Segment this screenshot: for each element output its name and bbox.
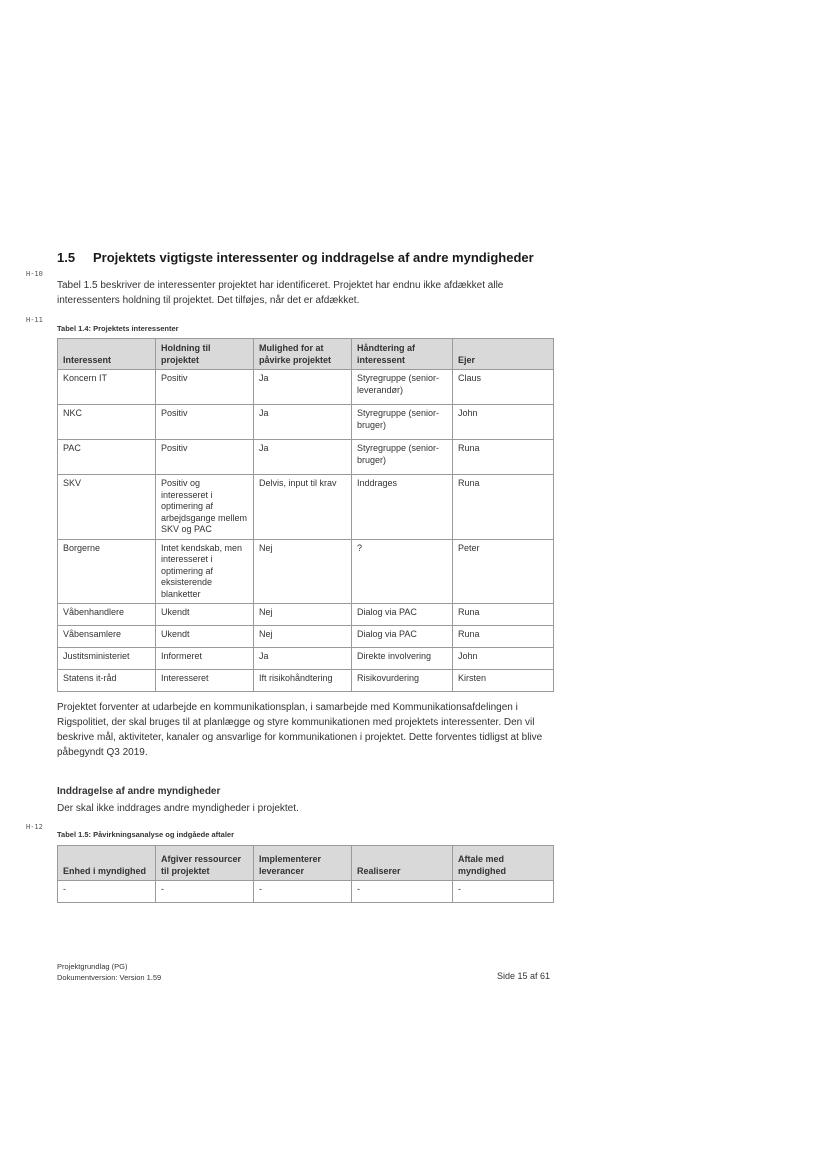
impact-table [57,845,554,903]
footer-doc-info [57,961,161,983]
table-row [58,626,554,648]
communication-paragraph: Projektet forventer at udarbejde en kommunikationsplan, i samarbejde med Kommunikationsafdelingen i Rigspolitiet, der skal bruges til at planlægge og styre kommunikationen med projektets interessenter. Den vil beskrive mål, aktiviteter, kanaler og ansvarlige for kommunikationen i projektet. Dette forventes tidligst at blive påbegyndt Q3 2019. [57,702,543,758]
column-header: Aftale med myndighed [453,846,554,881]
table-cell: Positiv [156,370,254,405]
table-cell: Positiv [156,405,254,440]
table-cell: Koncern IT [58,370,156,405]
margin-note: H-11 [26,316,43,324]
table-cell: Kirsten [453,670,554,692]
table-header-row [58,339,554,370]
table-cell: Ja [254,405,352,440]
table-cell: Ift risikohåndtering [254,670,352,692]
column-header: Ejer [453,339,554,370]
table-cell: Ja [254,370,352,405]
table-cell: - [58,881,156,903]
column-header: Afgiver ressourcer til projektet [156,846,254,881]
table-cell: John [453,648,554,670]
table-cell: Informeret [156,648,254,670]
table-cell: Dialog via PAC [352,626,453,648]
column-header: Realiserer [352,846,453,881]
table-cell: Ja [254,648,352,670]
table-cell: - [453,881,554,903]
section-number: 1.5 [57,250,76,265]
table2-caption: Tabel 1.5: Påvirkningsanalyse og indgåede aftaler [57,830,235,839]
table-cell: John [453,405,554,440]
table-cell: Ukendt [156,604,254,626]
footer-doc-title: Projektgrundlag (PG) [57,962,128,971]
table-row [58,440,554,475]
table-cell: Borgerne [58,539,156,604]
column-header: Enhed i myndighed [58,846,156,881]
table-cell: Nej [254,626,352,648]
table-row [58,604,554,626]
table-cell: Direkte involvering [352,648,453,670]
column-header: Håndtering af interessent [352,339,453,370]
table-header-row [58,846,554,881]
margin-note: H-10 [26,270,43,278]
table-row [58,405,554,440]
table-row [58,370,554,405]
table-cell: Justitsministeriet [58,648,156,670]
table-cell: - [254,881,352,903]
subsection-title: Inddragelse af andre myndigheder [57,786,221,797]
table-cell: ? [352,539,453,604]
page-number: Side 15 af 61 [497,971,551,981]
table-cell: Ja [254,440,352,475]
table-cell: NKC [58,405,156,440]
table-cell: SKV [58,475,156,540]
table-row [58,881,554,903]
table-cell: Nej [254,539,352,604]
table-cell: Interesseret [156,670,254,692]
table-cell: Positiv og interesseret i optimering af arbejdsgange mellem SKV og PAC [156,475,254,540]
table-cell: Våbenhandlere [58,604,156,626]
table-cell: PAC [58,440,156,475]
intro-paragraph: Tabel 1.5 beskriver de interessenter projektet har identificeret. Projektet har endnu ikke afdækket alle interessenters holdning til projektet. Det tilføjes, når det er afdækket. [57,280,504,306]
section-heading [57,250,534,265]
table-cell: Inddrages [352,475,453,540]
table-cell: Styregruppe (senior-bruger) [352,440,453,475]
column-header: Interessent [58,339,156,370]
table-cell: Claus [453,370,554,405]
table-cell: Styregruppe (senior-bruger) [352,405,453,440]
subsection-text: Der skal ikke inddrages andre myndigheder i projektet. [57,803,299,814]
table-cell: Intet kendskab, men interesseret i optimering af eksisterende blanketter [156,539,254,604]
table-cell: Peter [453,539,554,604]
margin-note: H-12 [26,823,43,831]
table-cell: Nej [254,604,352,626]
table-cell: - [352,881,453,903]
table-cell: Risikovurdering [352,670,453,692]
table-cell: - [156,881,254,903]
table-cell: Runa [453,604,554,626]
table-cell: Positiv [156,440,254,475]
table-row [58,475,554,540]
column-header: Mulighed for at påvirke projektet [254,339,352,370]
table-cell: Runa [453,626,554,648]
column-header: Implementerer leverancer [254,846,352,881]
table-row [58,648,554,670]
table-cell: Statens it-råd [58,670,156,692]
column-header: Holdning til projektet [156,339,254,370]
table-row [58,670,554,692]
section-title: Projektets vigtigste interessenter og inddragelse af andre myndigheder [93,250,534,265]
table1-caption: Tabel 1.4: Projektets interessenter [57,324,179,333]
table-cell: Ukendt [156,626,254,648]
table-cell: Våbensamlere [58,626,156,648]
table-cell: Delvis, input til krav [254,475,352,540]
table-cell: Runa [453,475,554,540]
footer-doc-version: Dokumentversion: Version 1.59 [57,973,162,982]
table-row [58,539,554,604]
table-cell: Styregruppe (senior-leverandør) [352,370,453,405]
stakeholders-table [57,338,554,692]
table-cell: Dialog via PAC [352,604,453,626]
table-cell: Runa [453,440,554,475]
